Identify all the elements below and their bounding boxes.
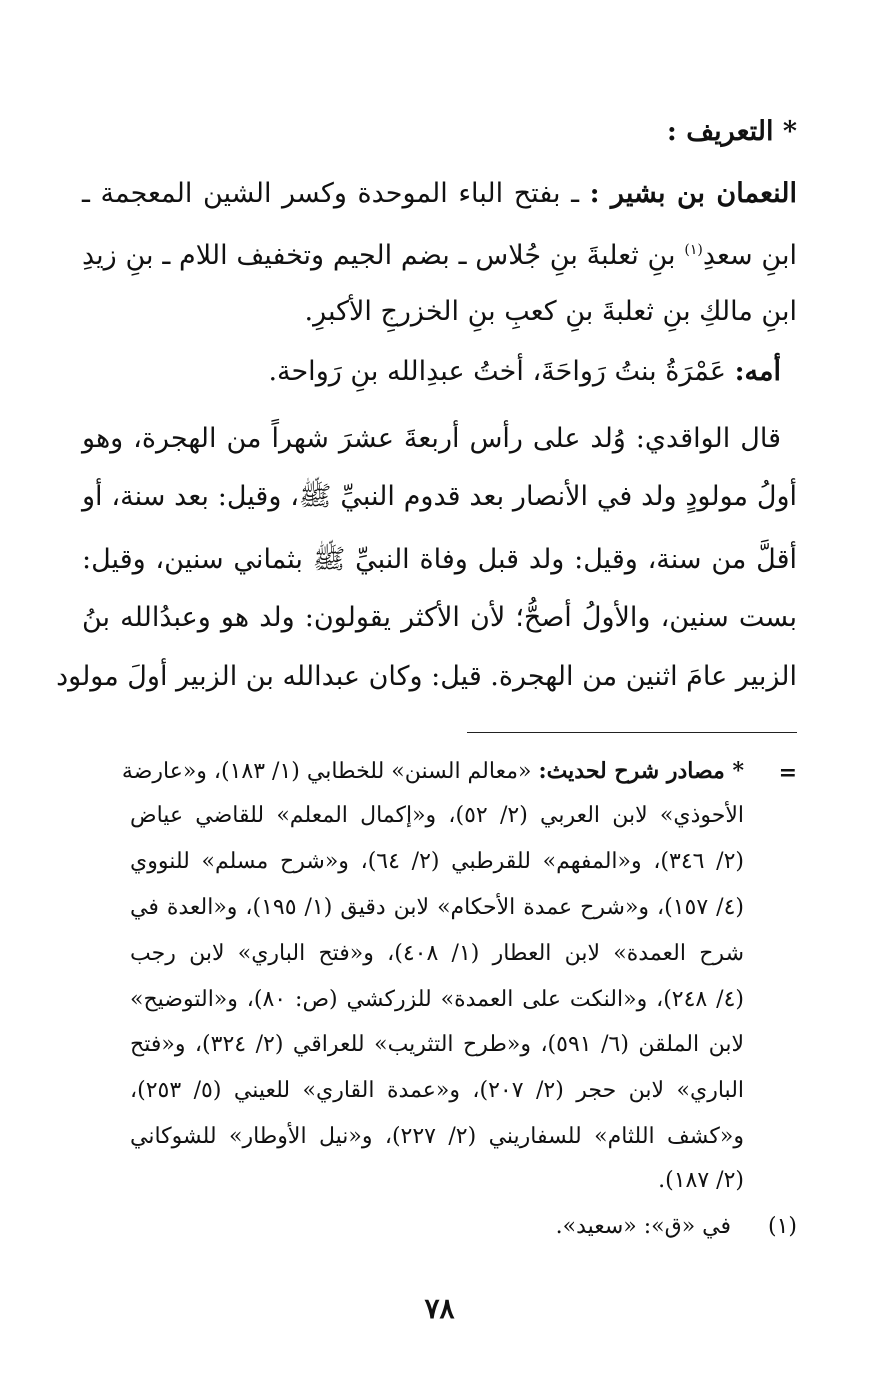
footnote-line: لابن الملقن (٦/ ٥٩١)، و«طرح التثريب» للعراقي (٢/ ٣٢٤)، و«فتح (130, 1032, 745, 1057)
footnote-separator (467, 732, 797, 733)
footnote-line: (٢/ ١٨٧). (658, 1168, 744, 1193)
body-line: أقلَّ من سنة، وقيل: ولد قبل وفاة النبيِّ ﷺ بثماني سنين، وقيل: (82, 544, 797, 575)
sources-label: * مصادر شرح لحديث: (538, 758, 744, 784)
body-line (0, 180, 879, 207)
footnote-line: الأحوذي» لابن العربي (٢/ ٥٢)، و«إكمال المعلم» للقاضي عياض (130, 803, 745, 828)
footnote-reference: (١) (684, 242, 703, 258)
footnote-line: شرح العمدة» لابن العطار (١/ ٤٠٨)، و«فتح الباري» لابن رجب (130, 941, 745, 966)
footnote-line: (٢/ ٣٤٦)، و«المفهم» للقرطبي (٢/ ٦٤)، و«شرح مسلم» للنووي (130, 849, 745, 874)
body-line (0, 242, 879, 269)
body-line: الزبير عامَ اثنين من الهجرة. قيل: وكان عبدالله بن الزبير أولَ مولود (56, 661, 797, 692)
mother-line (0, 358, 879, 385)
footnote-line: الباري» لابن حجر (٢/ ٢٠٧)، و«عمدة القاري» للعيني (٥/ ٢٥٣)، (130, 1078, 745, 1103)
body-line: بست سنين، والأولُ أصحُّ؛ لأن الأكثر يقولون: ولد هو وعبدُالله بنُ (82, 602, 797, 633)
body-text: ـ بفتح الباء الموحدة وكسر الشين المعجمة ـ (82, 178, 590, 209)
footnote-line (0, 760, 879, 783)
page-number: ٧٨ (424, 1292, 455, 1325)
footnote-text: «معالم السنن» للخطابي (١/ ١٨٣)، و«عارضة (121, 759, 539, 784)
body-line: قال الواقدي: وُلد على رأس أربعةَ عشرَ شهراً من الهجرة، وهو (82, 423, 781, 454)
body-text: عَمْرَةُ بنتُ رَواحَةَ، أختُ عبدِالله بنِ رَواحة. (268, 356, 735, 387)
footnote-line: و«كشف اللثام» للسفاريني (٢/ ٢٢٧)، و«نيل الأوطار» للشوكاني (130, 1124, 744, 1149)
section-heading: * التعريف : (666, 116, 797, 147)
continuation-mark: = (778, 760, 797, 786)
footnote-number: (١) (767, 1214, 797, 1239)
person-name: النعمان بن بشير : (589, 178, 797, 209)
mother-label: أمه: (734, 356, 781, 387)
footnote-text: في «ق»: «سعيد». (555, 1214, 731, 1239)
body-text: بنِ ثعلبةَ بنِ جُلاس ـ بضم الجيم وتخفيف اللام ـ بنِ زيدِ (82, 240, 685, 271)
body-text: ابنِ سعدِ (702, 240, 797, 271)
footnote-line: (٤/ ١٥٧)، و«شرح عمدة الأحكام» لابن دقيق (١/ ١٩٥)، و«العدة في (130, 895, 744, 920)
footnote-line: (٤/ ٢٤٨)، و«النكت على العمدة» للزركشي (ص: ٨٠)، و«التوضيح» (130, 987, 744, 1012)
body-line: أولُ مولودٍ ولد في الأنصار بعد قدوم النبيِّ ﷺ، وقيل: بعد سنة، أو (82, 481, 797, 512)
body-line: ابنِ مالكِ بنِ ثعلبةَ بنِ كعبِ بنِ الخزرجِ الأكبرِ. (304, 296, 797, 327)
